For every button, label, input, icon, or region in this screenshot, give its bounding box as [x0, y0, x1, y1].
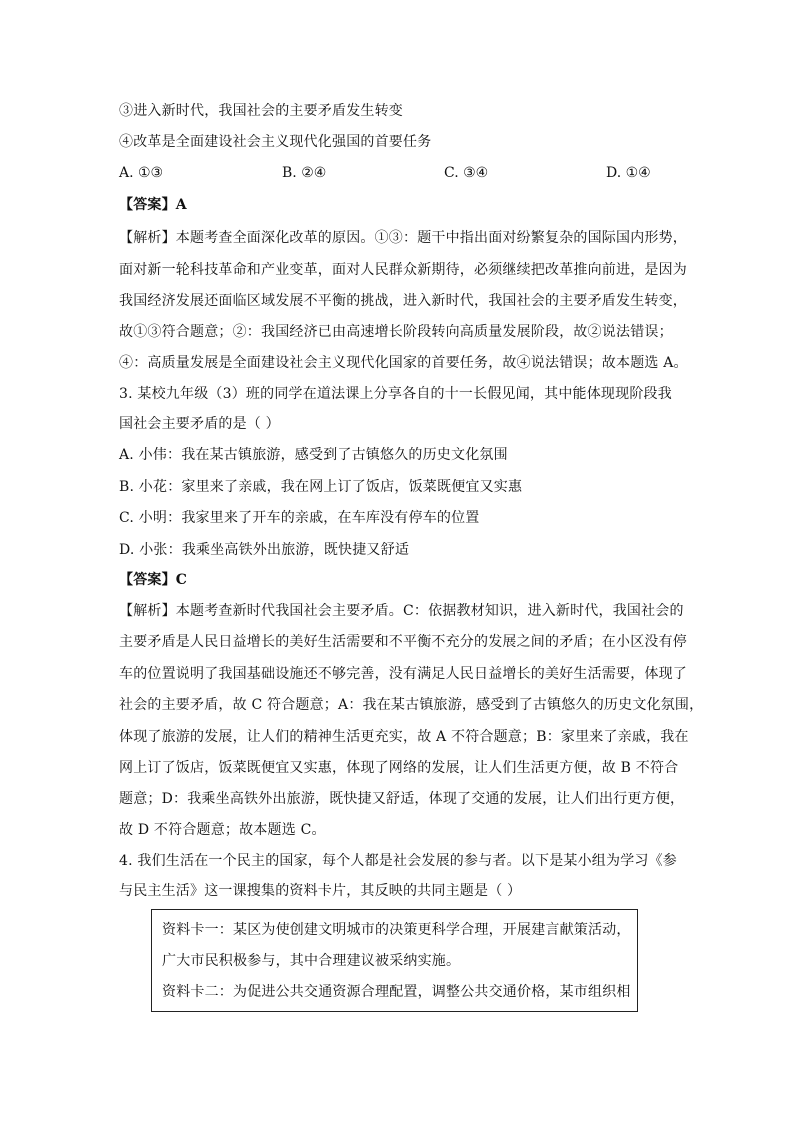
q3-analysis-line: 社会的主要矛盾，故 C 符合题意；A：我在某古镇旅游，感受到了古镇悠久的历史文化氛围，: [119, 697, 704, 713]
q2-option-d: D. ①④: [606, 165, 651, 181]
q4-stem-line: 与民主生活》这一课搜集的资料卡片，其反映的共同主题是（ ）: [119, 883, 522, 899]
q3-analysis-line: 网上订了饭店，饭菜既便宜又实惠，体现了网络的发展，让人们生活更方便，故 B 不符合: [119, 760, 679, 776]
q3-option-c: C. 小明：我家里来了开车的亲戚，在车库没有停车的位置: [119, 510, 480, 526]
q2-option-a: A. ①③: [119, 165, 164, 181]
material-card-line: 资料卡二：为促进公共交通资源合理配置，调整公共交通价格，某市组织相: [162, 984, 631, 1000]
q2-option-b: B. ②④: [282, 165, 327, 181]
q3-analysis-line: 题意；D：我乘坐高铁外出旅游，既快捷又舒适，体现了交通的发展，让人们出行更方便，: [119, 791, 685, 807]
q3-option-d: D. 小张：我乘坐高铁外出旅游，既快捷又舒适: [119, 542, 410, 558]
q4-stem-line: 4. 我们生活在一个民主的国家，每个人都是社会发展的参与者。以下是某小组为学习《参: [119, 853, 678, 869]
material-card-line: 广大市民积极参与，其中合理建议被采纳实施。: [162, 953, 461, 969]
q2-analysis-line: 面对新一轮科技革命和产业变革，面对人民群众新期待，必须继续把改革推向前进，是因为: [119, 262, 687, 278]
q2-analysis-line: ④：高质量发展是全面建设社会主义现代化国家的首要任务，故④说法错误；故本题选 A。: [119, 355, 688, 371]
q3-stem-line: 国社会主要矛盾的是（ ）: [119, 416, 280, 432]
q2-analysis-line: 我国经济发展还面临区域发展不平衡的挑战，进入新时代，我国社会的主要矛盾发生转变，: [119, 293, 687, 309]
material-card-box: [151, 909, 638, 1012]
q3-answer: 【答案】C: [119, 572, 188, 588]
q3-analysis-line: 体现了旅游的发展，让人们的精神生活更充实，故 A 不符合题意；B：家里来了亲戚，我在: [119, 729, 689, 745]
q3-analysis-line: 主要矛盾是人民日益增长的美好生活需要和不平衡不充分的发展之间的矛盾；在小区没有停: [119, 634, 687, 650]
material-card-line: 资料卡一：某区为使创建文明城市的决策更科学合理，开展建言献策活动，: [162, 922, 631, 938]
q3-stem-line: 3. 某校九年级（3）班的同学在道法课上分享各自的十一长假见闻，其中能体现现阶段我: [119, 386, 672, 402]
q2-answer: 【答案】A: [119, 197, 187, 213]
q2-analysis-line: 故①③符合题意；②：我国经济已由高速增长阶段转向高质量发展阶段，故②说法错误；: [119, 324, 673, 340]
q3-option-b: B. 小花：家里来了亲戚，我在网上订了饭店，饭菜既便宜又实惠: [119, 479, 523, 495]
statement-3: ③进入新时代，我国社会的主要矛盾发生转变: [119, 103, 403, 119]
q3-analysis-line: 故 D 不符合题意；故本题选 C。: [119, 822, 326, 838]
q3-analysis-line: 车的位置说明了我国基础设施还不够完善，没有满足人民日益增长的美好生活需要，体现了: [119, 666, 687, 682]
q3-option-a: A. 小伟：我在某古镇旅游，感受到了古镇悠久的历史文化氛围: [119, 447, 508, 463]
statement-4: ④改革是全面建设社会主义现代化强国的首要任务: [119, 134, 432, 150]
q3-analysis-line: 【解析】本题考查新时代我国社会主要矛盾。C：依据教材知识，进入新时代，我国社会的: [119, 603, 684, 619]
q2-option-c: C. ③④: [444, 165, 489, 181]
q2-analysis-line: 【解析】本题考查全面深化改革的原因。①③：题干中指出面对纷繁复杂的国际国内形势，: [119, 230, 687, 246]
